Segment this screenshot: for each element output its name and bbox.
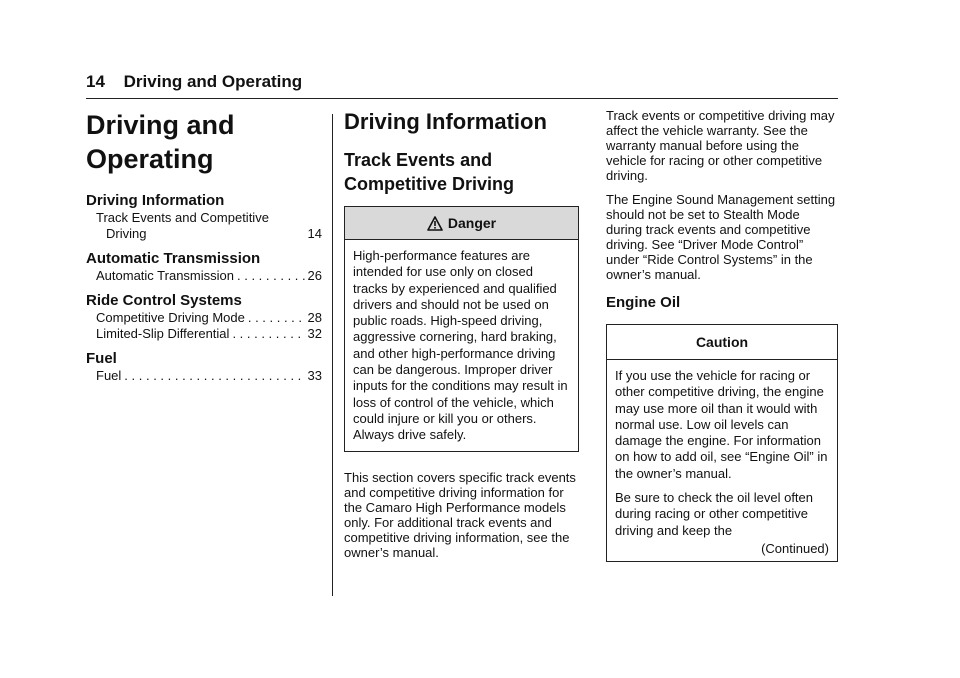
- page-number: 14: [86, 72, 105, 91]
- caution-text: If you use the vehicle for racing or other competitive driving, the engine may use more oil than it would with normal use. Low oil levels can damage the engine. For information on how to add oil, see “Engine Oil” in the owner’s manual.: [615, 368, 828, 481]
- danger-box: [344, 206, 579, 452]
- toc-entry[interactable]: Automatic Transmission . . . 26: [86, 268, 322, 284]
- chapter-toc-column: [86, 108, 322, 384]
- toc-page: 26: [307, 268, 322, 283]
- toc-page: 33: [307, 368, 322, 383]
- column-divider: [332, 114, 333, 596]
- page-header: [86, 72, 302, 92]
- toc-entry[interactable]: Fuel . . . 33: [86, 368, 322, 384]
- header-divider: [86, 98, 838, 99]
- toc-page: 28: [307, 310, 322, 325]
- toc-entry[interactable]: Track Events and Competitive Driving 14: [96, 210, 322, 241]
- caution-text: Be sure to check the oil level often during racing or other competitive driving and keep the: [615, 490, 814, 538]
- toc-heading[interactable]: Fuel: [86, 350, 117, 367]
- engine-sound-paragraph: The Engine Sound Management setting should not be set to Stealth Mode during track events and competitive driving. See “Driver Mode Control” under “Ride Control Systems” in the owner’s manual.: [606, 192, 836, 282]
- toc-group-ride-control-systems: [86, 292, 322, 342]
- continued-label: (Continued): [761, 540, 829, 556]
- section-heading: Driving Information: [344, 109, 547, 134]
- toc-page: 14: [307, 226, 322, 241]
- toc-entry[interactable]: Limited-Slip Differential . . . 32: [86, 326, 322, 342]
- driving-information-column: [344, 108, 579, 560]
- toc-page: 32: [307, 326, 322, 341]
- chapter-title: Driving and Operating: [86, 110, 235, 174]
- engine-oil-heading: Engine Oil: [606, 294, 681, 311]
- intro-paragraph: This section covers specific track events and competitive driving information for the Camaro High Performance models only. For additional track events and competitive driving information, see the owner’s manual.: [344, 469, 576, 560]
- toc-group-fuel: [86, 350, 322, 384]
- danger-text: High-performance features are intended for use only on closed tracks by experienced and qualified drivers and should not be used on public roads. High-speed driving, aggressive cornering, hard braking, and other high-performance driving can be dangerous. Improper driver inputs for the conditions may result in loss of control of the vehicle, which could injure or kill you or others. Always drive safely.: [353, 248, 568, 443]
- leader-dots: [124, 368, 304, 384]
- toc-entry[interactable]: Competitive Driving Mode . . . 28: [86, 310, 322, 326]
- caution-title: Caution: [607, 325, 837, 360]
- leader-dots: [248, 310, 305, 326]
- warranty-paragraph: Track events or competitive driving may affect the vehicle warranty. See the warranty manual before using the vehicle for racing or other competitive driving.: [606, 108, 835, 183]
- engine-oil-column: [606, 108, 838, 562]
- toc-group-automatic-transmission: [86, 250, 322, 284]
- toc-heading[interactable]: Ride Control Systems: [86, 292, 242, 309]
- section-title: Driving and Operating: [123, 72, 303, 91]
- warning-triangle-icon: [427, 216, 443, 231]
- caution-body: [607, 360, 837, 561]
- leader-dots: [237, 268, 305, 284]
- danger-header: [345, 207, 578, 240]
- caution-box: [606, 324, 838, 562]
- leader-dots: [232, 326, 304, 342]
- toc-group-driving-information: [86, 192, 322, 242]
- toc-heading[interactable]: Automatic Transmission: [86, 250, 261, 267]
- danger-title: Danger: [447, 215, 497, 231]
- leader-dots: [149, 226, 304, 242]
- toc-heading[interactable]: Driving Information: [86, 192, 225, 209]
- subsection-heading: Track Events and Competitive Driving: [344, 150, 515, 194]
